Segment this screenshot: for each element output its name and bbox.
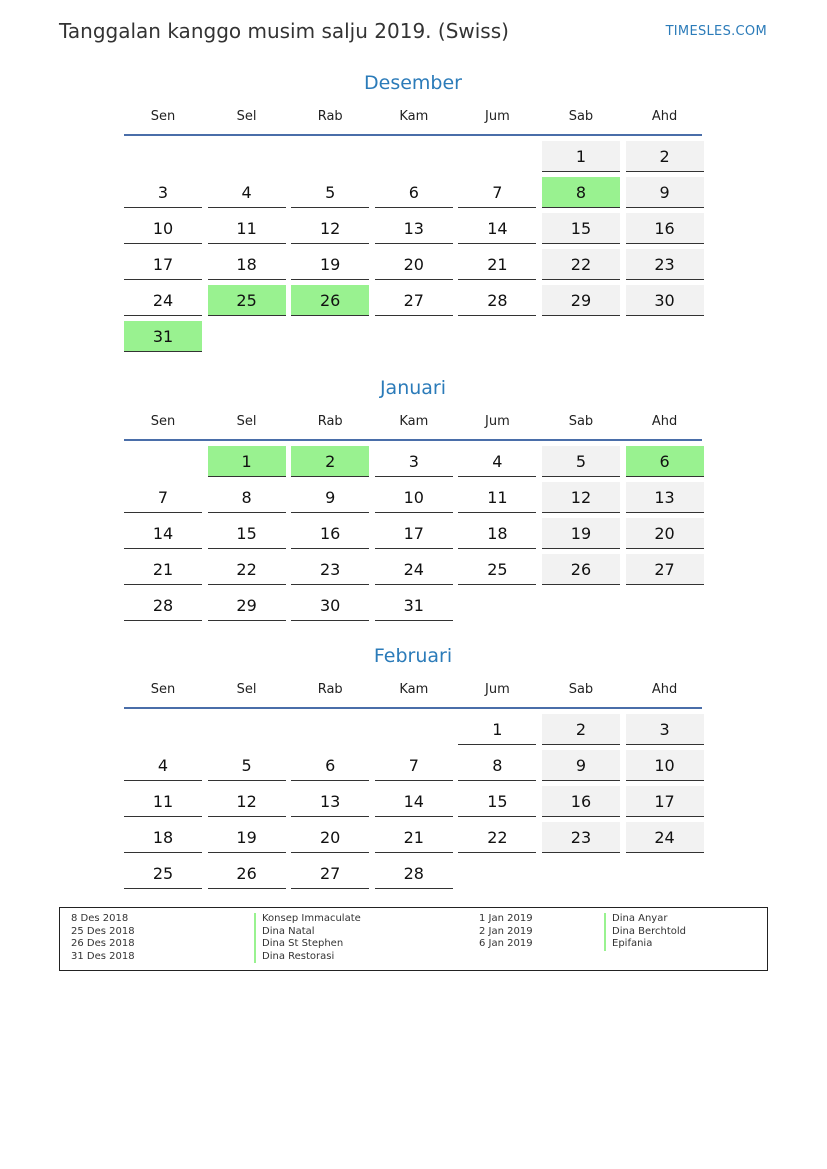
day-cell: 18 — [458, 518, 536, 549]
day-cell: 22 — [208, 554, 286, 585]
month-title: Desember — [364, 72, 462, 94]
weekday-label: Rab — [317, 109, 343, 124]
weekday-label: Sab — [568, 414, 594, 429]
weekday-label: Ahd — [651, 682, 678, 697]
day-cell: 22 — [542, 249, 620, 280]
weekday-label: Sen — [150, 682, 176, 697]
legend-date: 31 Des 2018 — [71, 950, 135, 962]
day-cell: 10 — [375, 482, 453, 513]
month-title: Januari — [379, 377, 447, 399]
day-cell: 22 — [458, 822, 536, 853]
day-cell: 17 — [626, 786, 704, 817]
day-cell: 23 — [626, 249, 704, 280]
day-cell: 16 — [626, 213, 704, 244]
day-cell: 14 — [375, 786, 453, 817]
day-cell: 9 — [291, 482, 369, 513]
day-cell: 7 — [458, 177, 536, 208]
day-cell: 29 — [208, 590, 286, 621]
legend-holiday: Konsep Immaculate — [254, 913, 361, 926]
day-cell: 12 — [542, 482, 620, 513]
day-cell: 21 — [458, 249, 536, 280]
month-december — [122, 70, 704, 352]
weekday-label: Kam — [399, 414, 429, 429]
holiday-day-cell: 8 — [542, 177, 620, 208]
day-cell: 2 — [542, 714, 620, 745]
empty-cell — [458, 141, 536, 172]
empty-cell — [375, 714, 453, 745]
day-cell: 30 — [291, 590, 369, 621]
day-cell: 15 — [542, 213, 620, 244]
weekday-label: Sab — [568, 109, 594, 124]
day-cell: 27 — [626, 554, 704, 585]
day-cell: 12 — [208, 786, 286, 817]
brand-link[interactable]: TIMESLES.COM — [665, 24, 767, 39]
legend-holiday: Epifania — [604, 938, 686, 951]
weekday-header — [122, 411, 704, 433]
header-rule — [124, 439, 702, 441]
day-cell: 19 — [208, 822, 286, 853]
day-cell: 28 — [124, 590, 202, 621]
day-cell: 18 — [208, 249, 286, 280]
holiday-day-cell: 31 — [124, 321, 202, 352]
day-cell: 27 — [291, 858, 369, 889]
day-cell: 4 — [124, 750, 202, 781]
weekday-label: Rab — [317, 414, 343, 429]
day-cell: 30 — [626, 285, 704, 316]
day-cell: 21 — [124, 554, 202, 585]
day-grid — [122, 141, 704, 352]
weekday-label: Sab — [568, 682, 594, 697]
weekday-label: Kam — [399, 682, 429, 697]
holiday-day-cell: 1 — [208, 446, 286, 477]
day-cell: 10 — [626, 750, 704, 781]
day-cell: 5 — [208, 750, 286, 781]
day-cell: 28 — [458, 285, 536, 316]
weekday-label: Jum — [485, 414, 510, 429]
empty-cell — [208, 714, 286, 745]
legend-holiday: Dina Anyar — [604, 913, 686, 926]
day-cell: 12 — [291, 213, 369, 244]
legend-holiday: Dina Restorasi — [254, 951, 361, 964]
holiday-legend — [59, 907, 768, 971]
empty-cell — [291, 714, 369, 745]
day-cell: 9 — [626, 177, 704, 208]
day-cell: 14 — [124, 518, 202, 549]
page-title: Tanggalan kanggo musim salju 2019. (Swiss) — [59, 19, 509, 43]
day-cell: 23 — [542, 822, 620, 853]
empty-cell — [124, 714, 202, 745]
weekday-label: Kam — [399, 109, 429, 124]
legend-date: 26 Des 2018 — [71, 938, 135, 950]
empty-cell — [124, 446, 202, 477]
day-cell: 16 — [291, 518, 369, 549]
header-rule — [124, 707, 702, 709]
day-cell: 13 — [375, 213, 453, 244]
day-cell: 16 — [542, 786, 620, 817]
legend-names-left — [254, 913, 361, 963]
day-cell: 26 — [208, 858, 286, 889]
legend-holiday: Dina St Stephen — [254, 938, 361, 951]
empty-cell — [124, 141, 202, 172]
day-cell: 11 — [208, 213, 286, 244]
empty-cell — [208, 141, 286, 172]
day-cell: 7 — [124, 482, 202, 513]
day-cell: 5 — [542, 446, 620, 477]
weekday-label: Sel — [236, 414, 257, 429]
day-cell: 19 — [542, 518, 620, 549]
day-cell: 1 — [542, 141, 620, 172]
weekday-label: Sen — [150, 414, 176, 429]
day-cell: 29 — [542, 285, 620, 316]
day-cell: 20 — [375, 249, 453, 280]
day-cell: 15 — [208, 518, 286, 549]
weekday-label: Jum — [485, 682, 510, 697]
day-cell: 17 — [375, 518, 453, 549]
day-cell: 20 — [626, 518, 704, 549]
weekday-label: Sen — [150, 109, 176, 124]
day-cell: 13 — [291, 786, 369, 817]
day-cell: 17 — [124, 249, 202, 280]
day-cell: 7 — [375, 750, 453, 781]
day-cell: 21 — [375, 822, 453, 853]
day-cell: 19 — [291, 249, 369, 280]
day-cell: 27 — [375, 285, 453, 316]
day-cell: 11 — [124, 786, 202, 817]
day-cell: 15 — [458, 786, 536, 817]
weekday-label: Sel — [236, 682, 257, 697]
holiday-day-cell: 26 — [291, 285, 369, 316]
day-grid — [122, 714, 704, 889]
day-cell: 20 — [291, 822, 369, 853]
month-february — [122, 643, 704, 889]
day-cell: 8 — [458, 750, 536, 781]
legend-dates-right — [479, 913, 533, 951]
day-cell: 18 — [124, 822, 202, 853]
holiday-day-cell: 6 — [626, 446, 704, 477]
legend-holiday: Dina Berchtold — [604, 926, 686, 939]
day-cell: 26 — [542, 554, 620, 585]
weekday-header — [122, 679, 704, 701]
day-cell: 24 — [626, 822, 704, 853]
day-cell: 3 — [626, 714, 704, 745]
day-cell: 10 — [124, 213, 202, 244]
day-cell: 4 — [208, 177, 286, 208]
legend-date: 8 Des 2018 — [71, 913, 129, 924]
legend-dates-left — [71, 913, 135, 963]
day-cell: 24 — [375, 554, 453, 585]
day-cell: 23 — [291, 554, 369, 585]
legend-date: 1 Jan 2019 — [479, 913, 533, 924]
legend-holiday: Dina Natal — [254, 926, 361, 939]
day-cell: 9 — [542, 750, 620, 781]
day-cell: 6 — [375, 177, 453, 208]
legend-date: 6 Jan 2019 — [479, 938, 533, 950]
day-cell: 2 — [626, 141, 704, 172]
holiday-day-cell: 25 — [208, 285, 286, 316]
day-cell: 3 — [375, 446, 453, 477]
day-cell: 4 — [458, 446, 536, 477]
weekday-header — [122, 106, 704, 128]
day-cell: 14 — [458, 213, 536, 244]
weekday-label: Ahd — [651, 414, 678, 429]
weekday-label: Rab — [317, 682, 343, 697]
day-cell: 11 — [458, 482, 536, 513]
empty-cell — [291, 141, 369, 172]
header-rule — [124, 134, 702, 136]
month-title: Februari — [373, 645, 453, 667]
day-cell: 25 — [458, 554, 536, 585]
weekday-label: Ahd — [651, 109, 678, 124]
legend-date: 25 Des 2018 — [71, 925, 135, 937]
day-grid — [122, 446, 704, 621]
day-cell: 1 — [458, 714, 536, 745]
day-cell: 13 — [626, 482, 704, 513]
day-cell: 5 — [291, 177, 369, 208]
day-cell: 24 — [124, 285, 202, 316]
weekday-label: Sel — [236, 109, 257, 124]
holiday-day-cell: 2 — [291, 446, 369, 477]
day-cell: 25 — [124, 858, 202, 889]
day-cell: 6 — [291, 750, 369, 781]
day-cell: 3 — [124, 177, 202, 208]
day-cell: 28 — [375, 858, 453, 889]
legend-date: 2 Jan 2019 — [479, 925, 533, 937]
day-cell: 31 — [375, 590, 453, 621]
legend-names-right — [604, 913, 686, 951]
month-january — [122, 375, 704, 621]
weekday-label: Jum — [485, 109, 510, 124]
day-cell: 8 — [208, 482, 286, 513]
empty-cell — [375, 141, 453, 172]
